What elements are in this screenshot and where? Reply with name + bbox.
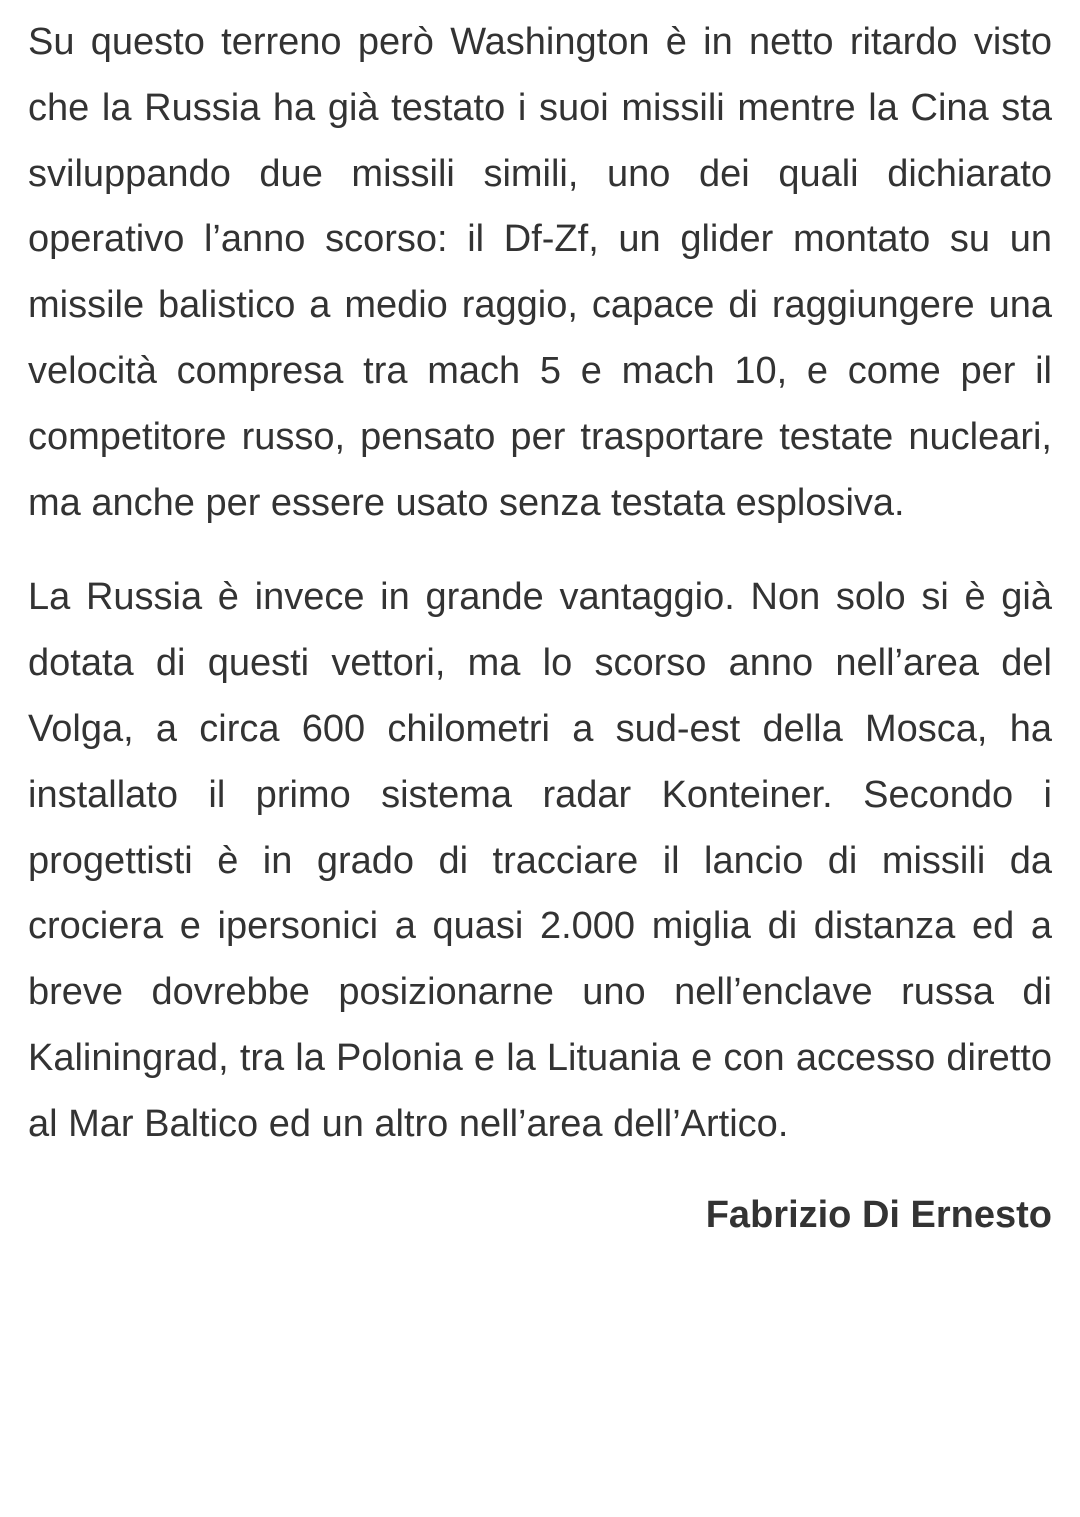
article-body bbox=[28, 10, 1052, 1248]
article-paragraph: Su questo terreno però Washington è in netto ritardo visto che la Russia ha già testato i suoi missili mentre la Cina sta sviluppando due missili simili, uno dei quali dichiarato operativo l’anno scorso: il Df-Zf, un glider montato su un missile balistico a medio raggio, capace di raggiungere una velocità compresa tra mach 5 e mach 10, e come per il competitore russo, pensato per trasportare testate nucleari, ma anche per essere usato senza testata esplosiva. bbox=[28, 21, 1052, 524]
author-byline: Fabrizio Di Ernesto bbox=[705, 1193, 1052, 1236]
article-paragraph: La Russia è invece in grande vantaggio. Non solo si è già dotata di questi vettori, ma lo scorso anno nell’area del Volga, a circa 600 chilometri a sud-est della Mosca, ha installato il primo sistema radar Konteiner. Secondo i progettisti è in grado di tracciare il lancio di missili da crociera e ipersonici a quasi 2.000 miglia di distanza ed a breve dovrebbe posizionarne uno nell’enclave russa di Kaliningrad, tra la Polonia e la Lituania e con accesso diretto al Mar Baltico ed un altro nell’area dell’Artico. bbox=[28, 576, 1052, 1145]
